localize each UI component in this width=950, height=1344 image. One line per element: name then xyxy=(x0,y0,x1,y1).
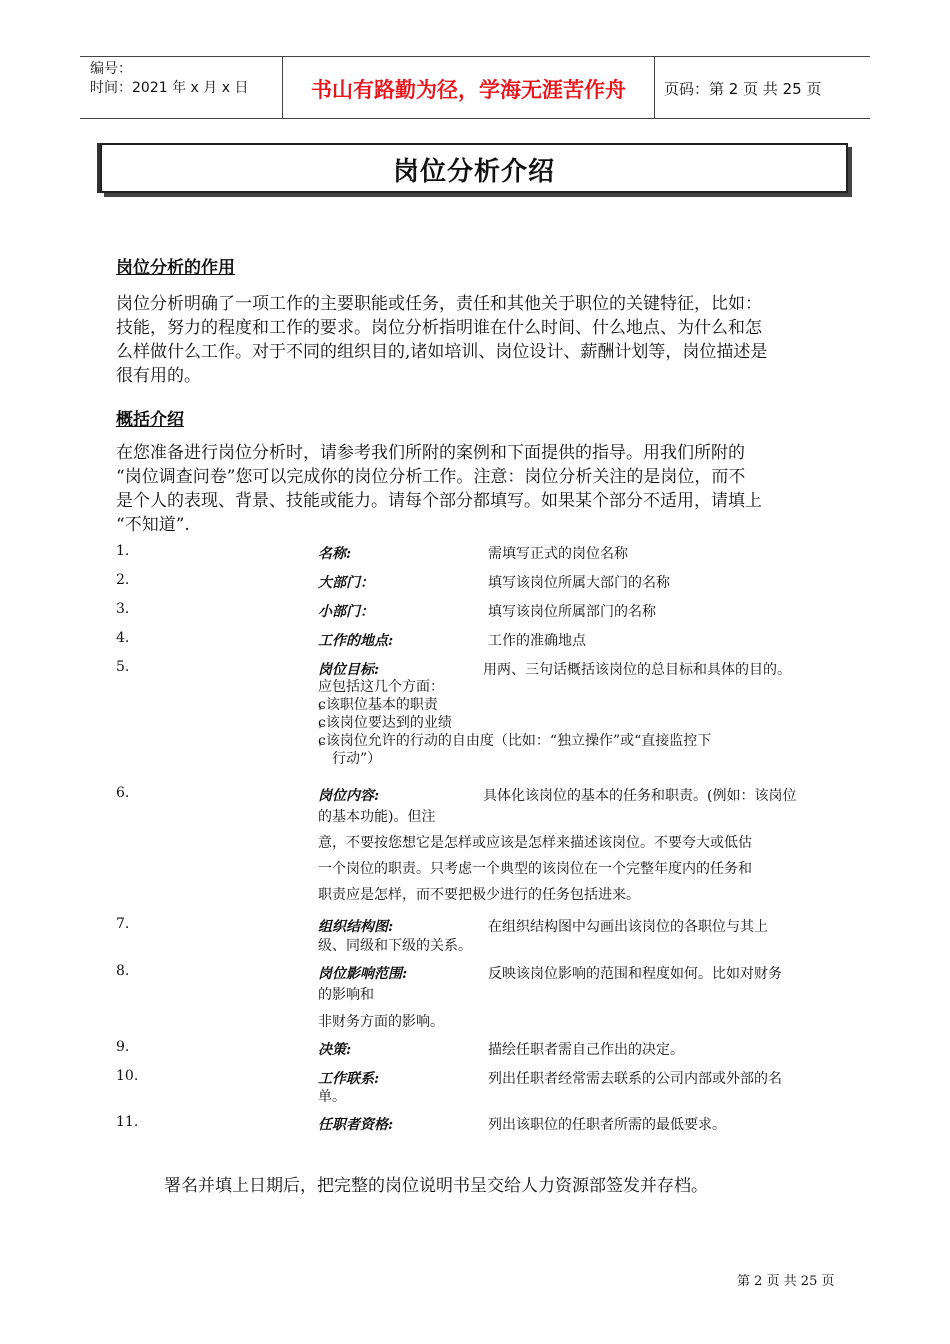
paragraph-line: 岗位分析明确了一项工作的主要职能或任务，责任和其他关于职位的关键特征，比如： xyxy=(116,294,762,314)
continuation-line: 的影响和 xyxy=(318,987,374,1003)
header-top-rule xyxy=(80,56,870,57)
continuation-line: 意，不要按您想它是怎样或应该是怎样来描述该岗位。不要夸大或低估 xyxy=(318,835,752,851)
item-label: 小部门： xyxy=(318,604,374,620)
item-number: 5. xyxy=(116,659,130,675)
item-description: 具体化该岗位的基本的任务和职责。(例如：该岗位 xyxy=(483,788,797,804)
page-footer: 第 2 页 共 25 页 xyxy=(737,1274,835,1289)
item-continuation xyxy=(318,1086,346,1106)
item-continuation xyxy=(318,982,444,1036)
item-label: 名称: xyxy=(318,546,352,562)
section-heading-role: 岗位分析的作用 xyxy=(116,258,235,278)
item-label: 组织结构图: xyxy=(318,919,394,935)
item-label: 工作联系: xyxy=(318,1071,380,1087)
continuation-line: 单。 xyxy=(318,1089,346,1105)
item-description: 列出该职位的任职者所需的最低要求。 xyxy=(488,1117,726,1133)
section-heading-overview: 概括介绍 xyxy=(116,410,184,430)
closing-instruction: 署名并填上日期后，把完整的岗位说明书呈交给人力资源部签发并存档。 xyxy=(164,1176,708,1196)
paragraph-line: 在您准备进行岗位分析时，请参考我们所附的案例和下面提供的指导。用我们所附的 xyxy=(116,443,745,463)
item-description: 描绘任职者需自己作出的决定。 xyxy=(488,1042,684,1058)
continuation-line: ɕ该岗位允许的行动的自由度（比如：“独立操作”或“直接监控下 xyxy=(318,733,712,749)
item-label: 岗位目标: xyxy=(318,662,380,678)
page-title: 岗位分析介绍 xyxy=(392,157,555,187)
header-motto: 书山有路勤为径，学海无涯苦作舟 xyxy=(311,78,626,102)
date-label: 时间：2021 年 x 月 x 日 xyxy=(90,80,249,96)
paragraph-line: 是个人的表现、背景、技能或能力。请每个部分都填写。如果某个部分不适用，请填上 xyxy=(116,491,762,511)
continuation-line: 一个岗位的职责。只考虑一个典型的该岗位在一个完整年度内的任务和 xyxy=(318,861,752,877)
item-label: 大部门： xyxy=(318,575,374,591)
item-continuation xyxy=(318,804,752,908)
header-bottom-rule xyxy=(80,118,870,119)
continuation-line: 职责应是怎样，而不要把极少进行的任务包括进来。 xyxy=(318,887,640,903)
item-number: 2. xyxy=(116,572,130,588)
section-paragraph-overview xyxy=(116,441,832,537)
continuation-line: 行动”） xyxy=(318,751,382,767)
item-continuation xyxy=(318,678,711,768)
item-description: 在组织结构图中勾画出该岗位的各职位与其上 xyxy=(488,919,768,935)
item-number: 1. xyxy=(116,543,130,559)
item-label: 岗位影响范围: xyxy=(318,966,408,982)
continuation-line: ɕ该职位基本的职责 xyxy=(318,697,438,713)
item-continuation xyxy=(318,935,472,955)
item-description: 反映该岗位影响的范围和程度如何。比如对财务 xyxy=(488,966,782,982)
item-label: 决策: xyxy=(318,1042,352,1058)
continuation-line: 非财务方面的影响。 xyxy=(318,1014,444,1030)
item-label: 工作的地点: xyxy=(318,633,394,649)
item-number: 4. xyxy=(116,630,130,646)
paragraph-line: “不知道”. xyxy=(116,515,190,535)
item-number: 7. xyxy=(116,916,130,932)
item-number: 9. xyxy=(116,1039,130,1055)
paragraph-line: 么样做什么工作。对于不同的组织目的,诸如培训、岗位设计、薪酬计划等，岗位描述是 xyxy=(116,342,768,362)
paragraph-line: 技能，努力的程度和工作的要求。岗位分析指明谁在什么时间、什么地点、为什么和怎 xyxy=(116,318,762,338)
item-description: 填写该岗位所属大部门的名称 xyxy=(488,575,670,591)
item-label: 岗位内容: xyxy=(318,788,380,804)
item-number: 6. xyxy=(116,785,130,801)
item-description: 填写该岗位所属部门的名称 xyxy=(488,604,656,620)
item-description: 列出任职者经常需去联系的公司内部或外部的名 xyxy=(488,1071,782,1087)
item-number: 10. xyxy=(116,1068,139,1084)
continuation-line: 的基本功能)。但注 xyxy=(318,809,436,825)
item-label: 任职者资格: xyxy=(318,1117,394,1133)
paragraph-line: “岗位调查问卷”您可以完成你的岗位分析工作。注意：岗位分析关注的是岗位，而不 xyxy=(116,467,746,487)
number-label: 编号： xyxy=(90,61,132,77)
header-info xyxy=(90,60,248,98)
paragraph-line: 很有用的。 xyxy=(116,366,201,386)
item-description: 用两、三句话概括该岗位的总目标和具体的目的。 xyxy=(483,662,791,678)
continuation-line: 应包括这几个方面： xyxy=(318,679,444,695)
item-description: 工作的准确地点 xyxy=(488,633,586,649)
header-divider xyxy=(654,56,655,119)
item-number: 3. xyxy=(116,601,130,617)
item-number: 8. xyxy=(116,963,130,979)
page-indicator: 页码：第 2 页 共 25 页 xyxy=(664,80,822,98)
continuation-line: ɕ该岗位要达到的业绩 xyxy=(318,715,452,731)
item-number: 11. xyxy=(116,1114,139,1130)
section-paragraph-role xyxy=(116,292,832,388)
continuation-line: 级、同级和下级的关系。 xyxy=(318,938,472,954)
item-description: 需填写正式的岗位名称 xyxy=(488,546,628,562)
